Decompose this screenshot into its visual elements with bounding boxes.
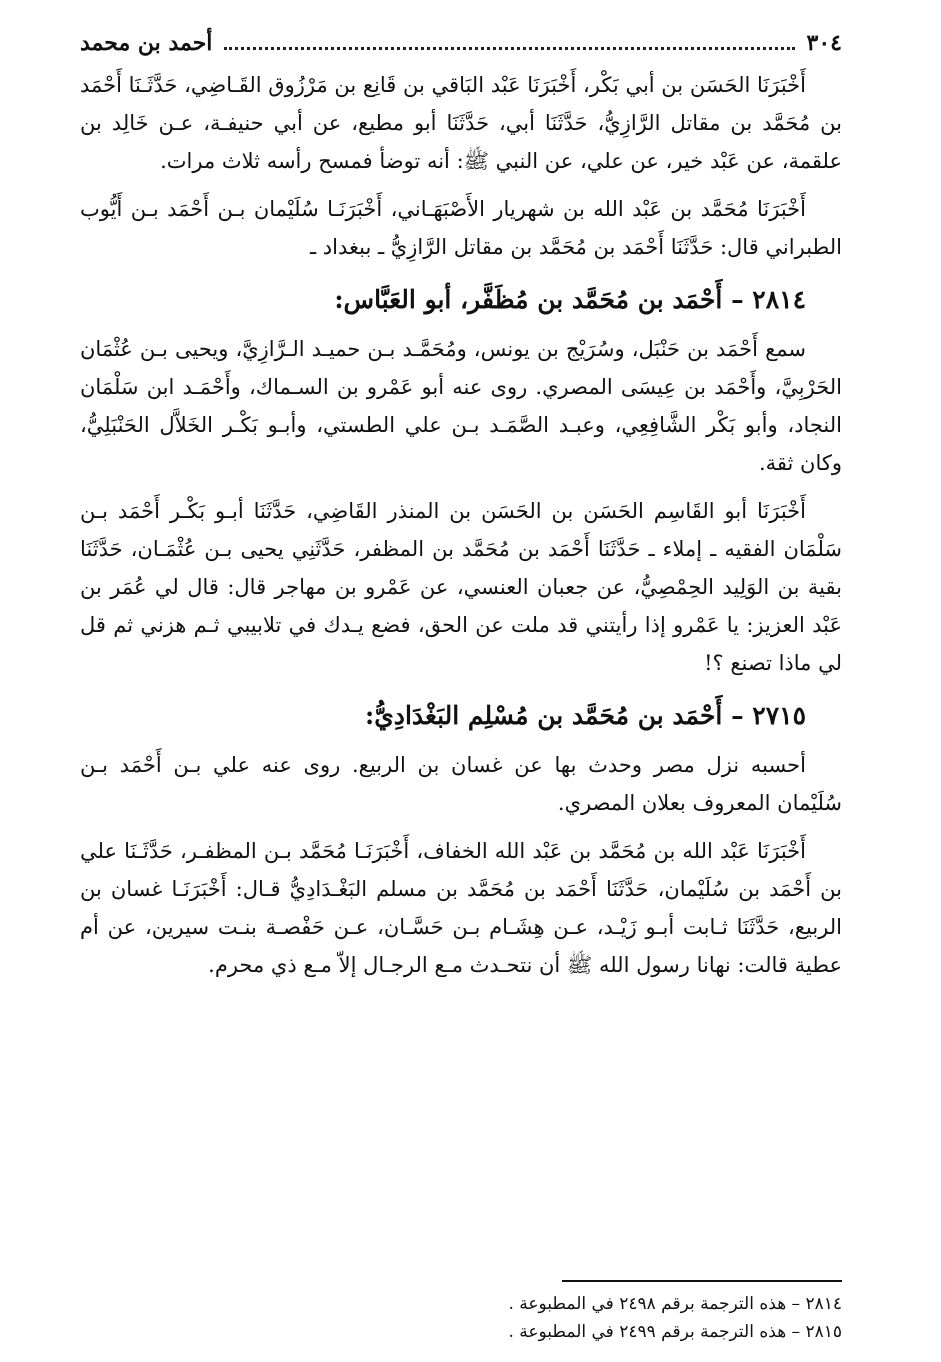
paragraph: أَخْبَرَنَا مُحَمَّد بن عَبْد الله بن شهريار الأَصْبَهَـاني، أَخْبَرَنَـا سُلَيْمان بـن أَحْمَد بـن أَيُّوب الطبراني قال: حَدَّثَنَا أَحْمَد بن مُحَمَّد بن مقاتل الرَّازِيُّ ـ ببغداد ـ [80, 197, 842, 259]
running-header [80, 30, 842, 66]
header-dot-leader [224, 46, 794, 50]
footnote: ٢٨١٤ – هذه الترجمة برقم ٢٤٩٨ في المطبوعة . [508, 1294, 842, 1314]
paragraph: أَخْبَرَنَا الحَسَن بن أبي بَكْر، أَخْبَرَنَا عَبْد البَاقي بن قَانِع بن مَرْزُوق القَـاضِي، حَدَّثَـنَا أَحْمَد بن مُحَمَّد بن مقاتل الرَّازِيُّ، حَدَّثَنَا أبي، حَدَّثَنَا أبو مطيع، عن أبي حنيفـة، عـن خَالِد بن علقمة، عن عَبْد خير، عن علي، عن النبي ﷺ: أنه توضأ فمسح رأسه ثلاث مرات. [80, 73, 842, 173]
paragraph: سمع أَحْمَد بن حَنْبَل، وسُرَيْج بن يونس، ومُحَمَّـد بـن حميـد الـرَّازِيَّ، ويحيى بـن عُثْمَان الحَرْبِيَّ، وأَحْمَد بن عِيسَى المصري. روى عنه أبو عَمْرو بن السـماك، وأَحْمَـد ابن سَلْمَان النجاد، وأبو بَكْر الشَّافِعِي، وعبـد الصَّمَـد بـن علي الطستي، وأبـو بَكْـر الخَلاَّل الحَنْبَلِيُّ، وكان ثقة. [80, 337, 842, 475]
paragraph: أَخْبَرَنَا عَبْد الله بن مُحَمَّد بن عَبْد الله الخفاف، أَخْبَرَنَـا مُحَمَّد بـن المظفـر، حَدَّثَـنَا علي بن أَحْمَد بن سُلَيْمان، حَدَّثَنَا أَحْمَد بن مُحَمَّد بن مسلم البَغْـدَادِيُّ قـال: أَخْبَرَنَـا غسان بن الربيع، حَدَّثَنَا ثـابت أبـو زَيْـد، عـن هِشَـام بـن حَسَّـان، عـن حَفْصـة بنـت سيرين، عن أم عطية قالت: نهانا رسول الله ﷺ أن نتحـدث مـع الرجـال إلاّ مـع ذي محرم. [80, 839, 842, 977]
page-body [80, 66, 842, 984]
running-title: أحمد بن محمد [80, 30, 213, 56]
footnote: ٢٨١٥ – هذه الترجمة برقم ٢٤٩٩ في المطبوعة . [508, 1322, 842, 1342]
paragraph: أَخْبَرَنَا أبو القَاسِم الحَسَن بن الحَسَن بن المنذر القَاضِي، حَدَّثَنَا أبـو بَكْـر أَحْمَد بـن سَلْمَان الفقيه ـ إملاء ـ حَدَّثَنَا أَحْمَد بن مُحَمَّد بن المظفر، حَدَّثَنِي يحيى بـن عُثْمَـان، حَدَّثَنَا بقية بن الوَلِيد الحِمْصِيُّ، عن جعبان العنسي، عن عَمْرو بن مهاجر قال: قال لي عُمَر بن عَبْد العزيز: يا عَمْرو إذا رأيتني قد ملت عن الحق، فضع يـدك في تلابيبي ثـم هزني ثم قل لي ماذا تصنع ؟! [80, 499, 843, 675]
footnote-separator [562, 1280, 842, 1282]
page-number: ٣٠٤ [806, 30, 842, 56]
paragraph: أحسبه نزل مصر وحدث بها عن غسان بن الربيع. روى عنه علي بـن أَحْمَد بـن سُلَيْمان المعروف بعلان المصري. [80, 753, 842, 815]
entry-heading: ٢٧١٥ – أَحْمَد بن مُحَمَّد بن مُسْلِم البَغْدَادِيُّ: [365, 701, 806, 730]
document-page [80, 30, 843, 1342]
footnotes [80, 1280, 842, 1346]
entry-heading: ٢٨١٤ – أَحْمَد بن مُحَمَّد بن مُظَفَّر، أبو العَبَّاس: [334, 285, 806, 314]
